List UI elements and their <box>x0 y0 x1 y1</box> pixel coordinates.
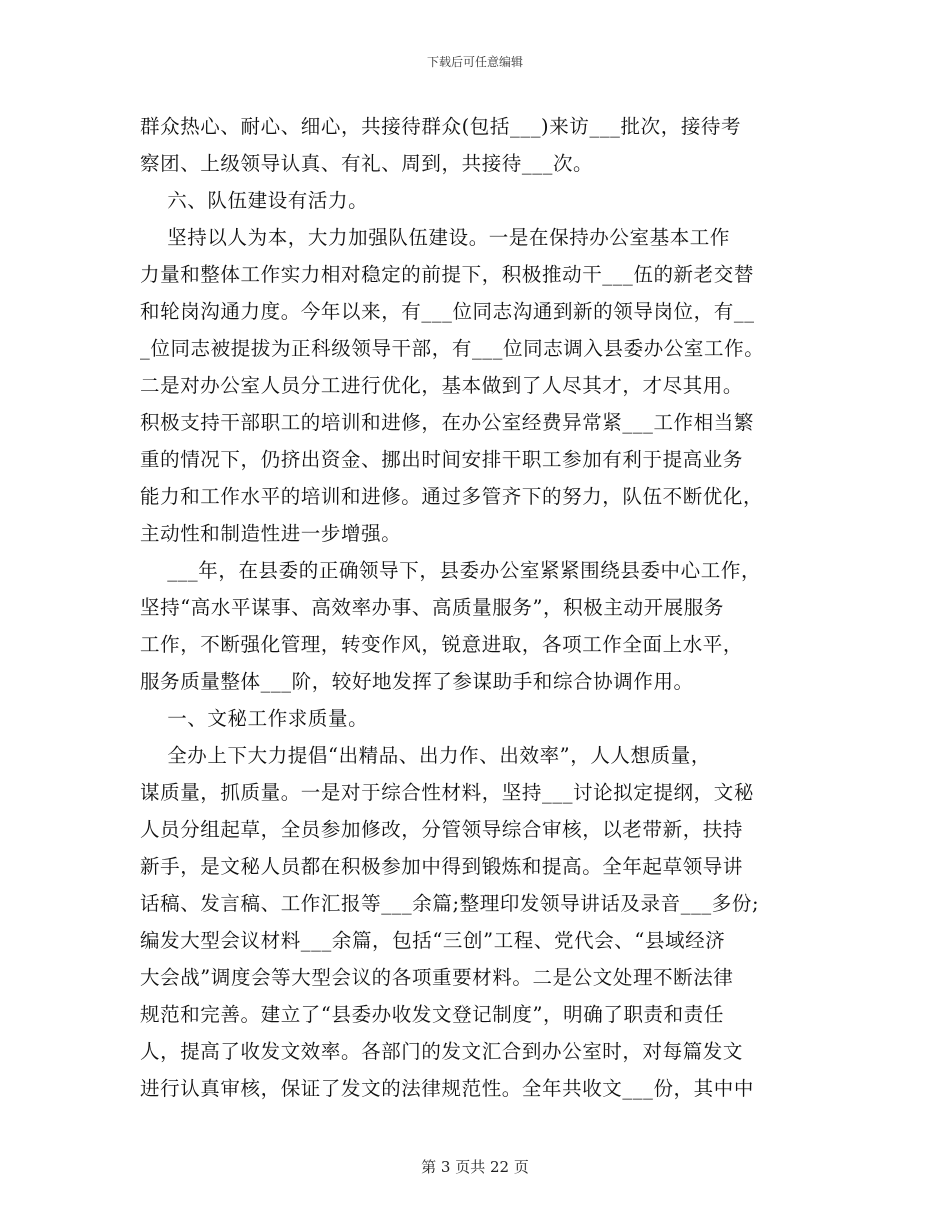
page-number: 第 3 页共 22 页 <box>421 1158 529 1176</box>
text-line: 规范和完善。建立了“县委办收发文登记制度”，明确了职责和责任 <box>140 1003 724 1026</box>
text-line: 服务质量整体___阶，较好地发挥了参谋助手和综合协调作用。 <box>140 670 694 693</box>
section-heading: 一、文秘工作求质量。 <box>140 707 369 730</box>
text-line: 编发大型会议材料___余篇，包括“三创”工程、党代会、“县域经济 <box>140 929 726 952</box>
text-line: 主动性和制造性进一步增强。 <box>140 522 402 545</box>
text-line: 二是对办公室人员分工进行优化，基本做到了人尽其才，才尽其用。 <box>140 374 744 397</box>
text-line: 坚持“高水平谋事、高效率办事、高质量服务”，积极主动开展服务 <box>140 596 724 619</box>
text-line: 全办上下大力提倡“出精品、出力作、出效率”，人人想质量， <box>140 744 711 767</box>
text-line: 谋质量，抓质量。一是对于综合性材料，坚持___讨论拟定提纲，文秘 <box>140 781 754 804</box>
text-line: 积极支持干部职工的培训和进修，在办公室经费异常紧___工作相当繁 <box>140 411 754 434</box>
text-line: _位同志被提拔为正科级领导干部，有___位同志调入县委办公室工作。 <box>140 337 765 360</box>
text-line: 进行认真审核，保证了发文的法律规范性。全年共收文___份，其中中 <box>140 1077 754 1100</box>
document-body <box>140 108 830 1107</box>
text-line: 察团、上级领导认真、有礼、周到，共接待___次。 <box>140 152 594 175</box>
text-line: 和轮岗沟通力度。今年以来，有___位同志沟通到新的领导岗位，有__ <box>140 300 755 323</box>
text-line: 力量和整体工作实力相对稳定的前提下，积极推动干___伍的新老交替 <box>140 263 754 286</box>
text-line: 人员分组起草，全员参加修改，分管领导综合审核，以老带新，扶持 <box>140 818 744 841</box>
text-line: 重的情况下，仍挤出资金、挪出时间安排干职工参加有利于提高业务 <box>140 448 744 471</box>
text-line: 人，提高了收发文效率。各部门的发文汇合到办公室时，对每篇发文 <box>140 1040 744 1063</box>
text-line: 工作，不断强化管理，转变作风，锐意进取，各项工作全面上水平， <box>140 633 744 656</box>
text-line: 群众热心、耐心、细心，共接待群众(包括___)来访___批次，接待考 <box>140 115 742 138</box>
page-header: 下载后可任意编辑 <box>426 55 523 69</box>
text-line: 大会战”调度会等大型会议的各项重要材料。二是公文处理不断法律 <box>140 966 734 989</box>
section-heading: 六、队伍建设有活力。 <box>140 189 369 212</box>
text-line: 新手，是文秘人员都在积极参加中得到锻炼和提高。全年起草领导讲 <box>140 855 744 878</box>
text-line: 能力和工作水平的培训和进修。通过多管齐下的努力，队伍不断优化， <box>140 485 764 508</box>
text-line: 话稿、发言稿、工作汇报等___余篇;整理印发领导讲话及录音___多份; <box>140 892 760 915</box>
text-line: 坚持以人为本，大力加强队伍建设。一是在保持办公室基本工作 <box>140 226 730 249</box>
text-line: ___年，在县委的正确领导下，县委办公室紧紧围绕县委中心工作， <box>140 559 762 582</box>
